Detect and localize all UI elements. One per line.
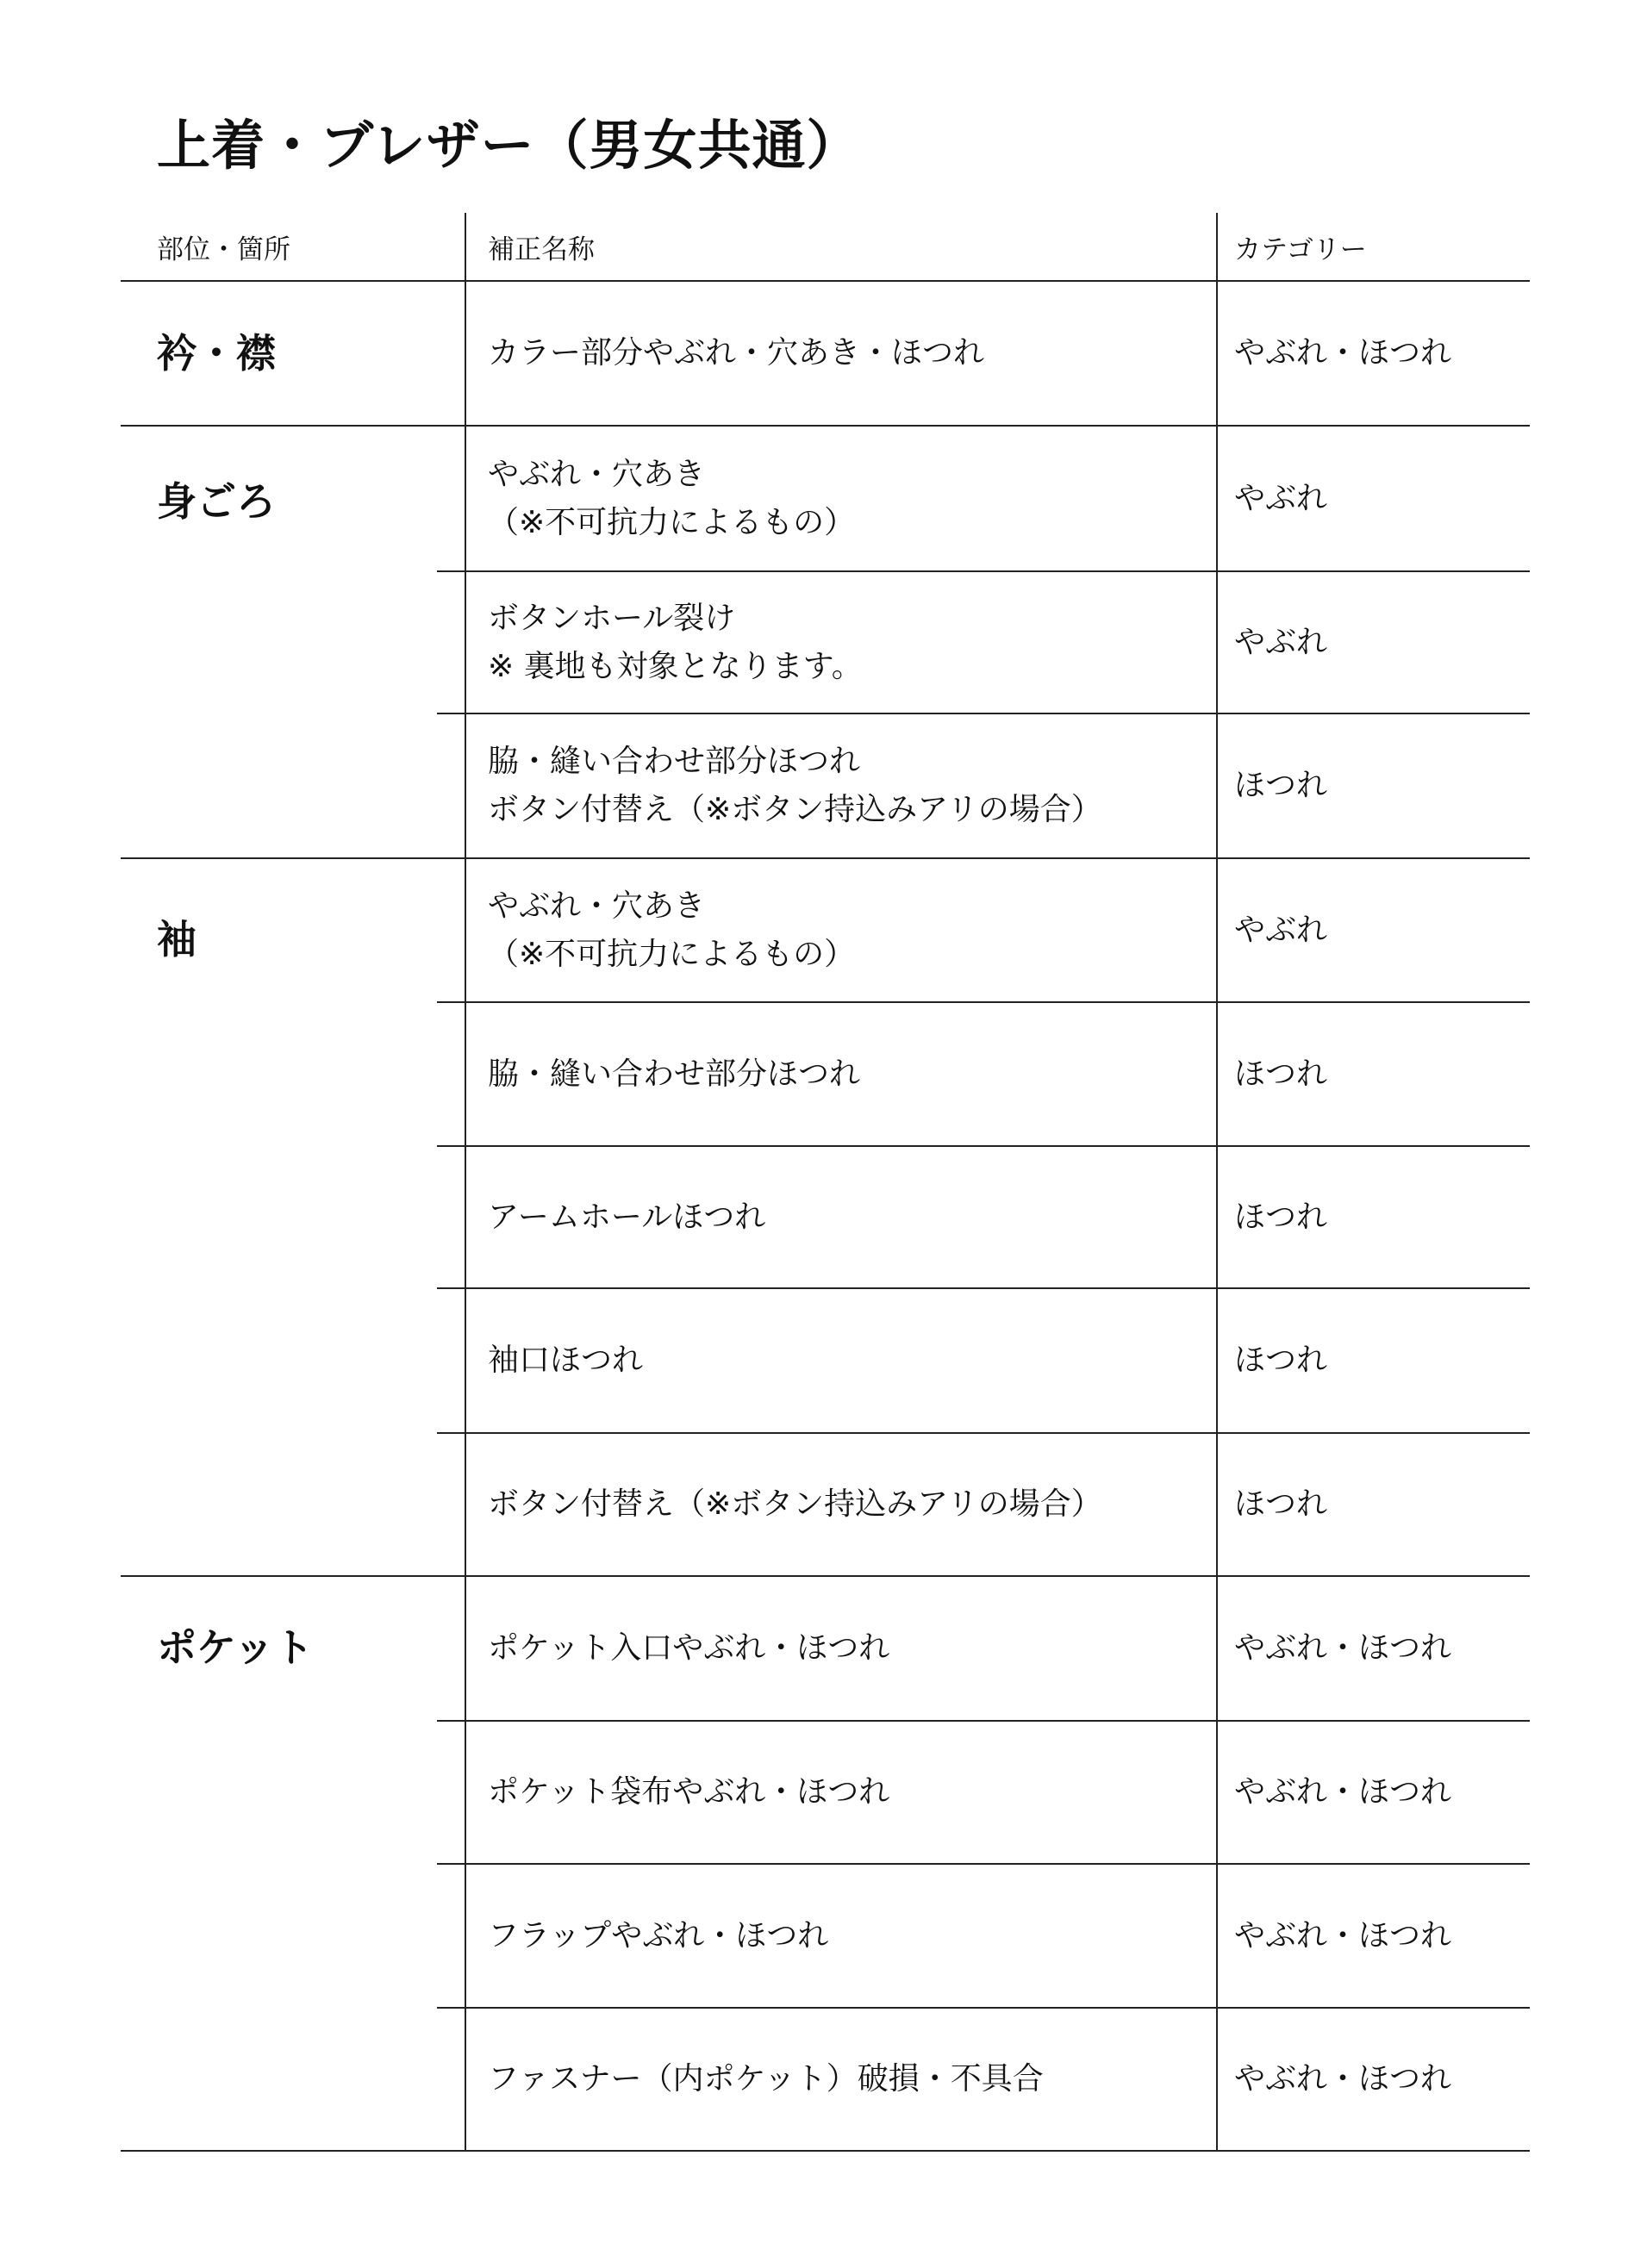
- repair-name-line: やぶれ・穴あき: [488, 888, 706, 924]
- repair-name-cell: [488, 1577, 1212, 1720]
- repair-name-line: ポケット袋布やぶれ・ほつれ: [488, 1774, 890, 1810]
- category-cell: ほつれ: [1234, 1486, 1328, 1522]
- repair-name-cell: [488, 1003, 1212, 1145]
- category-cell: ほつれ: [1234, 1199, 1328, 1235]
- repair-name-line: フラップやぶれ・ほつれ: [488, 1917, 829, 1953]
- repair-name-cell: [488, 282, 1212, 425]
- repair-name-cell: [488, 1147, 1212, 1287]
- repair-name-cell: [488, 572, 1212, 713]
- repair-name-line: 袖口ほつれ: [488, 1343, 644, 1378]
- repair-name-line: やぶれ・穴あき: [488, 456, 706, 492]
- part-label-body: 身ごろ: [157, 478, 276, 525]
- category-cell: やぶれ: [1234, 480, 1328, 516]
- repair-name-cell: [488, 1289, 1212, 1432]
- repair-name-line: 脇・縫い合わせ部分ほつれ: [488, 744, 861, 779]
- category-cell: やぶれ: [1234, 624, 1328, 660]
- repair-name-cell: [488, 1865, 1212, 2007]
- repair-name-cell: [488, 714, 1212, 857]
- repair-name-cell: [488, 1722, 1212, 1863]
- category-cell: ほつれ: [1234, 768, 1328, 803]
- category-cell: やぶれ・ほつれ: [1234, 2061, 1452, 2097]
- category-cell: ほつれ: [1234, 1343, 1328, 1378]
- repair-name-line: ボタン付替え（※ボタン持込みアリの場合）: [488, 1486, 1102, 1522]
- column-divider-2: [1216, 213, 1218, 2150]
- category-cell: やぶれ・ほつれ: [1234, 1917, 1452, 1953]
- column-header-category: カテゴリー: [1234, 234, 1367, 265]
- category-cell: やぶれ: [1234, 912, 1328, 948]
- repair-name-line: ボタン付替え（※ボタン持込みアリの場合）: [488, 792, 1102, 827]
- table-bottom-rule: [121, 2150, 1530, 2152]
- repair-name-line: （※不可抗力によるもの）: [488, 504, 856, 540]
- repair-name-line: ボタンホール裂け: [488, 600, 736, 636]
- repair-name-line: ポケット入口やぶれ・ほつれ: [488, 1630, 890, 1666]
- column-header-part: 部位・箇所: [157, 234, 290, 265]
- category-cell: ほつれ: [1234, 1056, 1328, 1092]
- repair-name-line: アームホールほつれ: [488, 1199, 766, 1235]
- repair-name-line: ※ 裏地も対象となります。: [488, 648, 863, 684]
- repair-name-cell: [488, 2009, 1212, 2150]
- column-divider-1: [465, 213, 466, 2150]
- part-label-pocket: ポケット: [157, 1624, 314, 1671]
- category-cell: やぶれ・ほつれ: [1234, 1774, 1452, 1810]
- page-title: 上着・ブレザー（男女共通）: [157, 114, 861, 177]
- repair-name-cell: [488, 1434, 1212, 1575]
- repair-name-line: カラー部分やぶれ・穴あき・ほつれ: [488, 335, 985, 371]
- repair-name-cell: [488, 427, 1212, 570]
- part-label-sleeve: 袖: [157, 916, 197, 963]
- part-label-collar: 衿・襟: [157, 330, 276, 377]
- column-header-name: 補正名称: [488, 234, 595, 265]
- category-cell: やぶれ・ほつれ: [1234, 335, 1452, 371]
- category-cell: やぶれ・ほつれ: [1234, 1630, 1452, 1666]
- repair-name-line: 脇・縫い合わせ部分ほつれ: [488, 1056, 861, 1092]
- repair-name-line: ファスナー（内ポケット）破損・不具合: [488, 2061, 1044, 2097]
- repair-name-cell: [488, 859, 1212, 1001]
- repair-name-line: （※不可抗力によるもの）: [488, 936, 856, 972]
